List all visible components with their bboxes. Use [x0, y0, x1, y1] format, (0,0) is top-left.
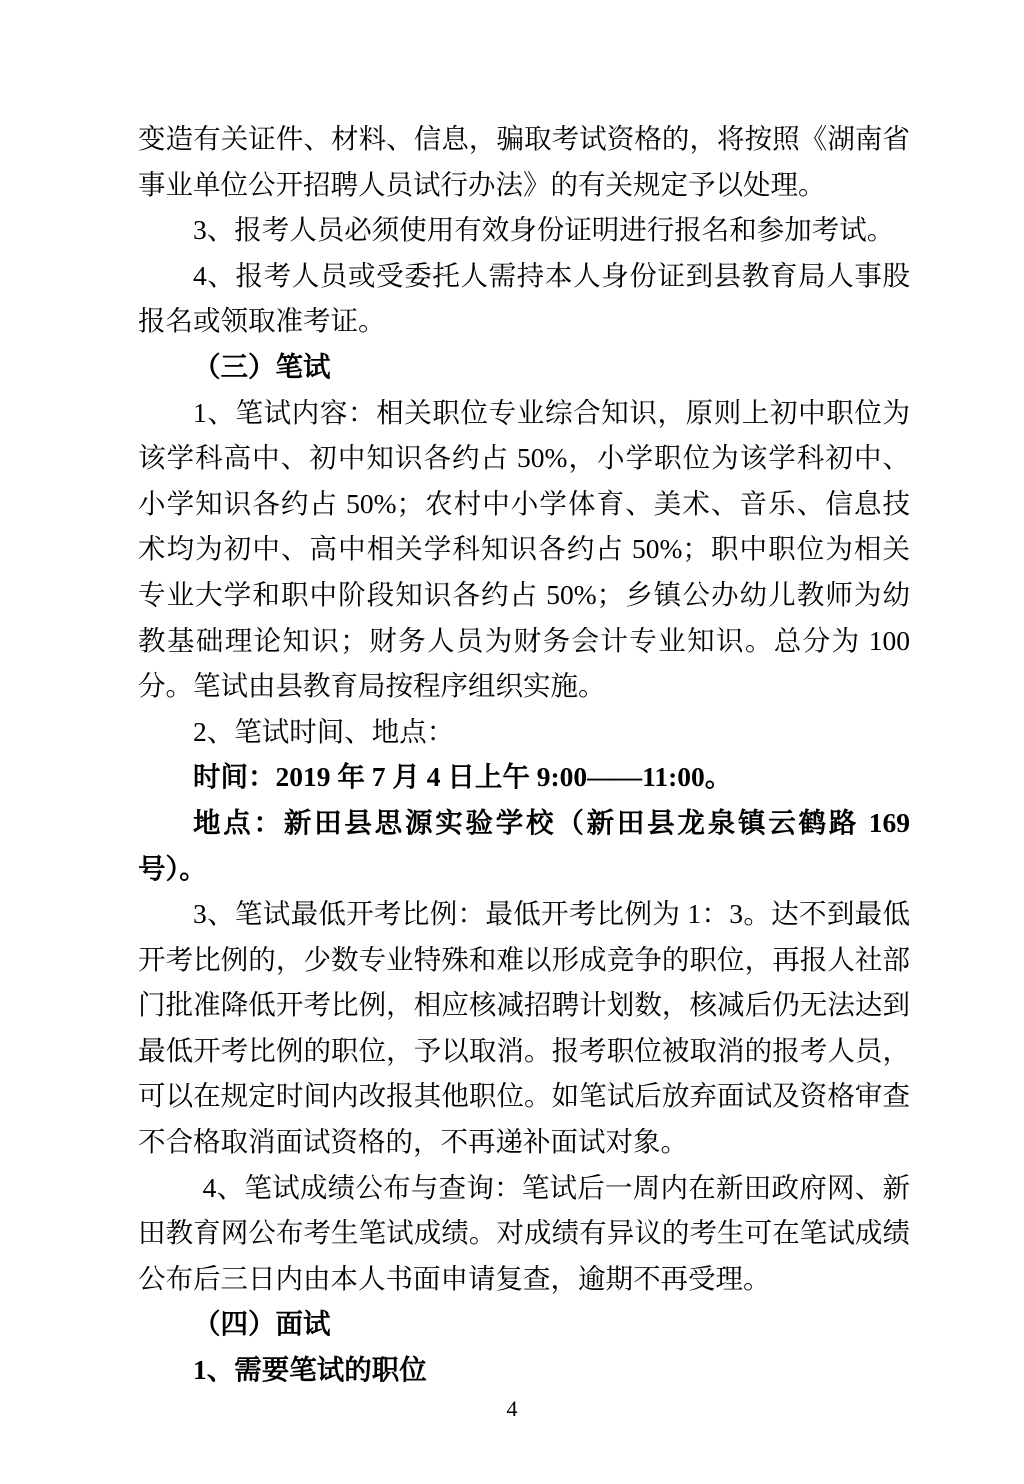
- page-footer: [0, 1396, 1024, 1422]
- para-min-open-ratio: 3、笔试最低开考比例：最低开考比例为 1：3。达不到最低开考比例的，少数专业特殊和难以形成竞争的职位，再报人社部门批准降低开考比例，相应核减招聘计划数，核减后仍无法达到最低开考比例的职位，予以取消。报考职位被取消的报考人员，可以在规定时间内改报其他职位。如笔试后放弃面试及资格审查不合格取消面试资格的，不再递补面试对象。: [138, 898, 910, 1158]
- heading-section-3-written-test: （三）笔试: [193, 350, 331, 382]
- para-exam-location: 地点：新田县思源实验学校（新田县龙泉镇云鹤路 169 号）。: [138, 806, 910, 884]
- page-number: 4: [506, 1396, 518, 1421]
- document-body: [138, 116, 910, 1393]
- para-written-test-content: 1、笔试内容：相关职位专业综合知识，原则上初中职位为该学科高中、初中知识各约占 50%，小学职位为该学科初中、小学知识各约占 50%；农村中小学体育、美术、音乐、信息技术均为初中、高中相关学科知识各约占 50%；职中职位为相关专业大学和职中阶段知识各约占 50%；乡镇公办幼儿教师为幼教基础理论知识；财务人员为财务会计专业知识。总分为 100 分。笔试由县教育局按程序组织实施。: [138, 396, 910, 702]
- heading-interview-written-positions: 1、需要笔试的职位: [193, 1354, 427, 1386]
- para-written-test-time-place-label: 2、笔试时间、地点：: [193, 715, 455, 747]
- para-exam-time: 时间：2019 年 7 月 4 日上午 9:00——11:00。: [193, 761, 733, 793]
- para-score-publication: 4、笔试成绩公布与查询：笔试后一周内在新田政府网、新田教育网公布考生笔试成绩。对成绩有异议的考生可在笔试成绩公布后三日内由本人书面申请复查，逾期不再受理。: [138, 1171, 910, 1294]
- heading-section-4-interview: （四）面试: [193, 1308, 331, 1340]
- para-item-4-admission-ticket: 4、报考人员或受委托人需持本人身份证到县教育局人事股报名或领取准考证。: [138, 259, 910, 337]
- para-item-3-id-requirement: 3、报考人员必须使用有效身份证明进行报名和参加考试。: [193, 214, 895, 246]
- para-regulation-continuation: 变造有关证件、材料、信息，骗取考试资格的，将按照《湖南省事业单位公开招聘人员试行办法》的有关规定予以处理。: [138, 123, 910, 200]
